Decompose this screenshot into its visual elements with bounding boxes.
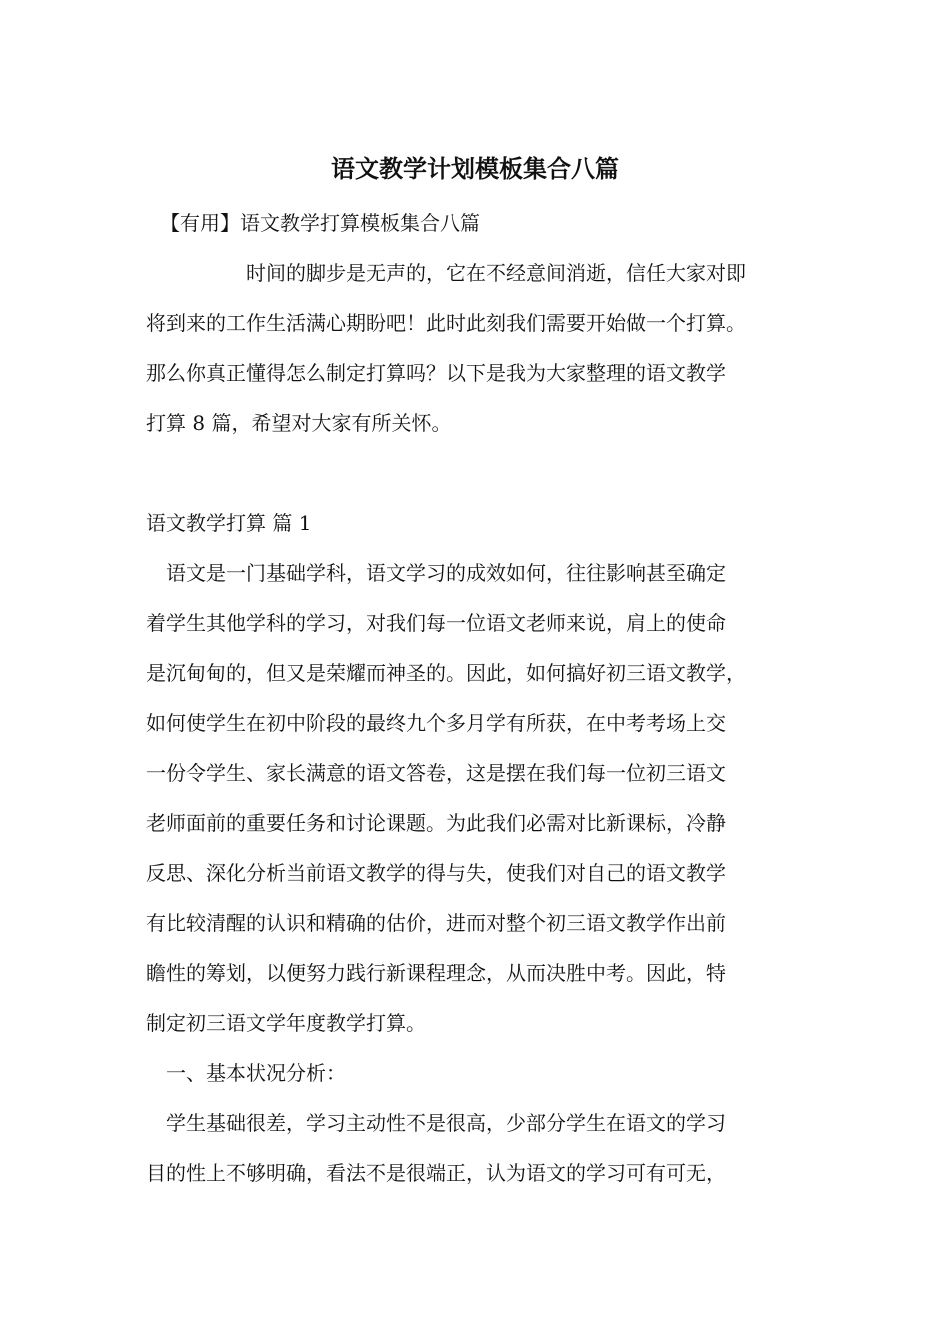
paragraph-line: 制定初三语文学年度教学打算。 bbox=[146, 1011, 426, 1035]
document-subtitle: 【有用】语文教学打算模板集合八篇 bbox=[160, 211, 480, 235]
section-heading: 语文教学打算 篇 1 bbox=[146, 511, 312, 535]
intro-line: 打算 8 篇，希望对大家有所关怀。 bbox=[146, 411, 452, 435]
paragraph-line: 一份令学生、家长满意的语文答卷，这是摆在我们每一位初三语文 bbox=[146, 761, 726, 785]
paragraph-line: 有比较清醒的认识和精确的估价，进而对整个初三语文教学作出前 bbox=[146, 911, 726, 935]
intro-line: 时间的脚步是无声的，它在不经意间消逝，信任大家对即 bbox=[246, 261, 746, 285]
paragraph-line: 目的性上不够明确，看法不是很端正，认为语文的学习可有可无， bbox=[146, 1161, 726, 1185]
intro-line: 那么你真正懂得怎么制定打算吗？以下是我为大家整理的语文教学 bbox=[146, 361, 726, 385]
paragraph-line: 学生基础很差，学习主动性不是很高，少部分学生在语文的学习 bbox=[166, 1111, 726, 1135]
paragraph-line: 语文是一门基础学科，语文学习的成效如何，往往影响甚至确定 bbox=[166, 561, 726, 585]
subheading: 一、基本状况分析： bbox=[166, 1061, 346, 1085]
paragraph-line: 老师面前的重要任务和讨论课题。为此我们必需对比新课标，冷静 bbox=[146, 811, 726, 835]
paragraph-line: 瞻性的筹划，以便努力践行新课程理念，从而决胜中考。因此，特 bbox=[146, 961, 726, 985]
document-title: 语文教学计划模板集合八篇 bbox=[331, 155, 619, 183]
paragraph-line: 如何使学生在初中阶段的最终九个多月学有所获，在中考考场上交 bbox=[146, 711, 726, 735]
paragraph-line: 是沉甸甸的，但又是荣耀而神圣的。因此，如何搞好初三语文教学， bbox=[146, 661, 746, 685]
intro-line: 将到来的工作生活满心期盼吧！此时此刻我们需要开始做一个打算。 bbox=[146, 311, 746, 335]
paragraph-line: 着学生其他学科的学习，对我们每一位语文老师来说，肩上的使命 bbox=[146, 611, 726, 635]
paragraph-line: 反思、深化分析当前语文教学的得与失，使我们对自己的语文教学 bbox=[146, 861, 726, 885]
